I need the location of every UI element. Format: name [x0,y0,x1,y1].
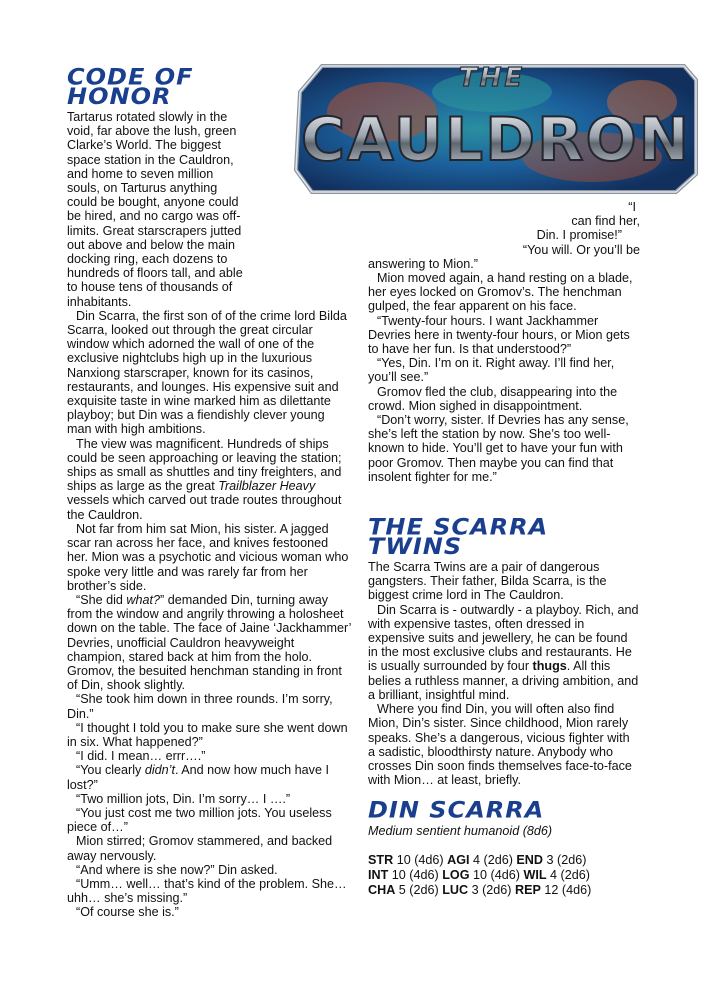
story-paragraph: “She took him down in three rounds. I’m sorry, Din.” [67,692,333,721]
story-paragraph: Mion moved again, a hand resting on a blade, her eyes locked on Gromov’s. The henchman gulped, the fear apparent on his face. [368,271,633,314]
stat-label: WIL [523,867,547,882]
code-of-honor-heading [67,64,351,110]
stat-value: 10 (4d6) [473,867,520,882]
story-paragraph: “Two million jots, Din. I’m sorry… I ….” [76,791,291,806]
stat-label: LOG [442,867,470,882]
text-run: “She did [76,592,127,607]
stat-value: 3 (2d6) [546,852,587,867]
stat-row [368,868,640,883]
text-run: ” demanded Din, turning away from the window and angrily throwing a holosheet down on the table. The face of Jaine ‘Jackhammer’ Devries, unofficial Cauldron heavyweight champion, stared back at him from the holo. Gromov, the besuited henchman standing in front of Din, shook slightly. [67,592,351,693]
dialogue-line: “I [628,200,636,214]
story-paragraph: Gromov fled the club, disappearing into the crowd. Mion sighed in disappointment. [368,384,618,413]
info-paragraph: The Scarra Twins are a pair of dangerous gangsters. Their father, Bilda Scarra, is the biggest crime lord in The Cauldron. [368,560,607,603]
stat-value: 12 (4d6) [544,882,592,897]
text-run: “You clearly [76,763,145,778]
stat-label: STR [368,852,394,867]
story-paragraph: “Don’t worry, sister. If Devries has any sense, she’s left the station by now. She’s too well-known to hide. You’ll get to have your fun with poor Gromov. Then maybe you can find that insolent fighter for me.” [368,413,629,484]
story-paragraph [67,763,351,791]
stat-label: CHA [368,882,396,897]
heading-line: TWINS [368,533,463,560]
stat-value: 10 (4d6) [396,852,444,867]
info-paragraph [368,603,640,702]
right-column [368,200,640,898]
cauldron-logo [292,52,700,204]
story-paragraph: “Umm… well… that’s kind of the problem. She… uhh… she’s missing.” [67,876,347,906]
story-paragraph: Tartarus rotated slowly in the void, far above the lush, green Clarke’s World. The biggest space station in the Cauldron, and home to seven million souls, on Tarturus anything could be bought, anyone could be hired, and no cargo was off-limits. Great starscrapers jutted out above and below the main docking ring, each dozens to hundreds of floors tall, and able to house tens of thousands of inhabitants. [67,110,243,309]
scarra-twins-heading [368,514,640,560]
text-run: The view was magnificent. Hundreds of ships could be seen approaching or leaving the station; ships as small as shuttles and tiny freighters, and ships as large as the great [67,436,342,494]
story-paragraph: Din Scarra, the first son of of the crime lord Bilda Scarra, looked out through the great circular window which adorned the wall of one of the exclusive nightclubs high up in the luxurious Nanxiong starscraper, known for its casinos, restaurants, and lounges. His expensive suit and exquisite taste in wine marked him as dilettante playboy; but Din was a fiendishly clever young man with high ambitions. [67,308,347,437]
stat-label: AGI [447,852,470,867]
stat-value: 10 (4d6) [391,867,439,882]
info-paragraph: Where you find Din, you will often also find Mion, Din’s sister. Since childhood, Mion rarely speaks. She’s a dangerous, vicious fighter with a sadistic, bloodthirsty nature. Anybody who crosses Din soon finds themselves face-to-face with Mion… at least, briefly. [368,702,632,788]
heading-line: THE SCARRA [368,514,549,541]
dialogue-line: Din. I promise!” [536,228,622,243]
stat-label: INT [368,867,389,882]
heading-line: CODE OF [67,64,194,91]
story-paragraph: “And where is she now?” Din asked. [76,862,278,877]
stat-value: 4 (2d6) [473,852,513,867]
story-paragraph: “I thought I told you to make sure she went down in six. What happened?” [67,720,348,749]
stat-label: REP [515,882,541,897]
logo-the-text: THE [458,63,526,93]
story-paragraph [67,437,351,522]
text-run: vessels which carved out trade routes throughout the Cauldron. [67,493,342,522]
story-paragraph: “You just cost me two million jots. You useless piece of…” [67,805,332,835]
stat-label: END [516,852,543,867]
emphasis: Trailblazer Heavy [218,479,316,494]
stat-value: 3 (2d6) [471,882,512,897]
dialogue-line: “You will. Or you’ll be [522,242,640,257]
stat-row [368,853,640,868]
stat-row [368,883,640,898]
text-run: . All this belies a ruthless manner, a driving ambition, and a brilliant, insightful mind. [368,659,639,702]
dialogue-line: can find her, [571,214,640,229]
story-paragraph: Not far from him sat Mion, his sister. A jagged scar ran across her face, and knives festooned her. Mion was a psychotic and vicious woman who spoke very little and was rarely far from her brother’s side. [67,521,349,593]
logo-title-text: CAULDRON [301,105,691,175]
story-paragraph: “Of course she is.” [76,905,179,920]
heading-line: HONOR [67,83,172,110]
text-run: . And now how much have I lost?” [67,763,329,792]
creature-subtitle: Medium sentient humanoid (8d6) [368,824,553,839]
left-column [67,64,351,920]
din-scarra-heading: DIN SCARRA [368,797,545,824]
emphasis: didn’t [144,763,175,778]
story-paragraph [67,593,351,692]
stat-value: 4 (2d6) [550,867,590,882]
story-paragraph: Mion stirred; Gromov stammered, and backed away nervously. [67,834,333,863]
story-paragraph: “Twenty-four hours. I want Jackhammer Devries here in twenty-four hours, or Mion gets to have her fun. Is that understood?” [368,313,630,357]
story-paragraph: “I did. I mean… errr….” [76,749,206,764]
story-paragraph: “Yes, Din. I’m on it. Right away. I’ll find her, you’ll see.” [368,356,615,385]
stat-label: LUC [442,882,469,897]
emphasis: what? [126,592,161,607]
dialogue-line: answering to Mion.” [368,256,478,271]
text-run: Din Scarra is - outwardly - a playboy. Rich, and with expensive tastes, often dressed in expensive suits and jewellery, he can be found in the most exclusive clubs and restaurants. He is usually surrounded by four [368,602,639,674]
stat-value: 5 (2d6) [398,882,439,897]
keyword-thugs: thugs [532,659,567,674]
